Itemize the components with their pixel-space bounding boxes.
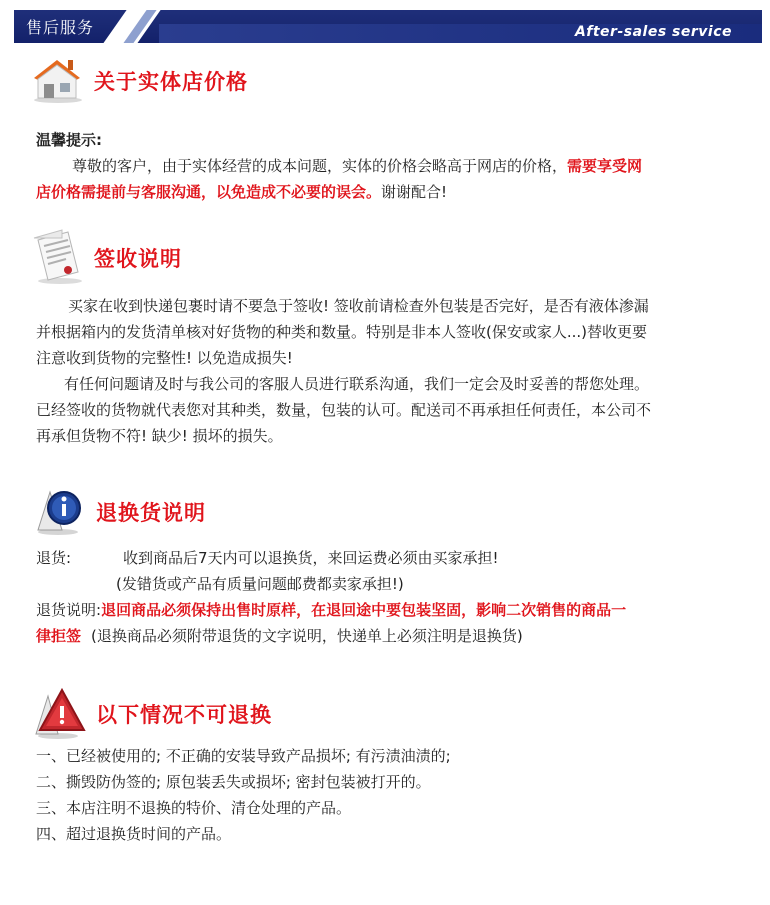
header-banner: [14, 10, 762, 43]
price-para-red-1: 需要享受网: [567, 157, 643, 175]
return-block: [36, 545, 756, 649]
return-note-row: [36, 571, 756, 597]
no-return-item: 三、本店注明不退换的特价、清仓处理的产品。: [36, 799, 352, 817]
sign-line-4: 有任何问题请及时与我公司的客服人员进行联系沟通，我们一定会及时妥善的帮您处理。: [64, 375, 650, 393]
sign-line-5: 已经签收的货物就代表您对其种类，数量，包装的认可。配送司不再承担任何责任，本公司不: [36, 401, 652, 419]
explain-row-2: [36, 623, 756, 649]
price-paragraph: [36, 153, 736, 205]
warning-icon: [30, 684, 88, 744]
return-text: 收到商品后7天内可以退换货，来回运费必须由买家承担!: [123, 549, 499, 567]
no-return-item: 二、撕毁防伪签的; 原包装丢失或损坏; 密封包装被打开的。: [36, 773, 431, 791]
house-icon: [28, 54, 86, 108]
price-para-end: 谢谢配合!: [381, 183, 448, 201]
no-return-section-title: 以下情况不可退换: [96, 703, 272, 727]
return-label: 退货:: [36, 549, 72, 567]
banner-subtitle: After-sales service: [574, 24, 732, 40]
return-section-heading: [30, 484, 206, 540]
no-return-section-heading: [30, 684, 272, 744]
price-section-title: 关于实体店价格: [94, 70, 248, 94]
price-section-heading: [28, 54, 248, 108]
return-section-title: 退换货说明: [96, 501, 206, 525]
sign-line-1: 买家在收到快递包裹时请不要急于签收! 签收前请检查外包装是否完好，是否有液体渗漏: [68, 297, 649, 315]
no-return-list: [36, 743, 756, 847]
price-para-red-2: 店价格需提前与客服沟通，以免造成不必要的误会。: [36, 183, 382, 201]
sign-line-3: 注意收到货物的完整性! 以免造成损失!: [36, 349, 293, 367]
no-return-item: 四、超过退换货时间的产品。: [36, 825, 232, 843]
explain-red-1: 退回商品必须保持出售时原样，在退回途中要包装坚固，影响二次销售的商品一: [101, 601, 627, 619]
sign-section-heading: [28, 226, 182, 290]
sign-paragraph: [36, 293, 746, 449]
sign-section-title: 签收说明: [94, 247, 182, 271]
banner-title: 售后服务: [26, 18, 95, 37]
return-note: (发错货或产品有质量问题邮费都卖家承担!): [116, 575, 404, 593]
tip-label: 温馨提示:: [36, 131, 102, 149]
explain-red-2: 律拒签: [36, 627, 82, 645]
sign-line-2: 并根据箱内的发货清单核对好货物的种类和数量。特别是非本人签收(保安或家人...)替收更要: [36, 323, 648, 341]
explain-end: (退换商品必须附带退货的文字说明，快递单上必须注明是退换货): [91, 627, 523, 645]
explain-row: [36, 597, 756, 623]
no-return-item: 一、已经被使用的; 不正确的安装导致产品损坏; 有污渍油渍的;: [36, 747, 451, 765]
return-row: [36, 545, 756, 571]
price-para-start: 尊敬的客户，由于实体经营的成本问题，实体的价格会略高于网店的价格，: [72, 157, 568, 175]
sign-line-6: 再承但货物不符! 缺少! 损坏的损失。: [36, 427, 283, 445]
document-icon: [28, 226, 86, 290]
explain-label: 退货说明:: [36, 601, 102, 619]
info-icon: [30, 484, 88, 540]
